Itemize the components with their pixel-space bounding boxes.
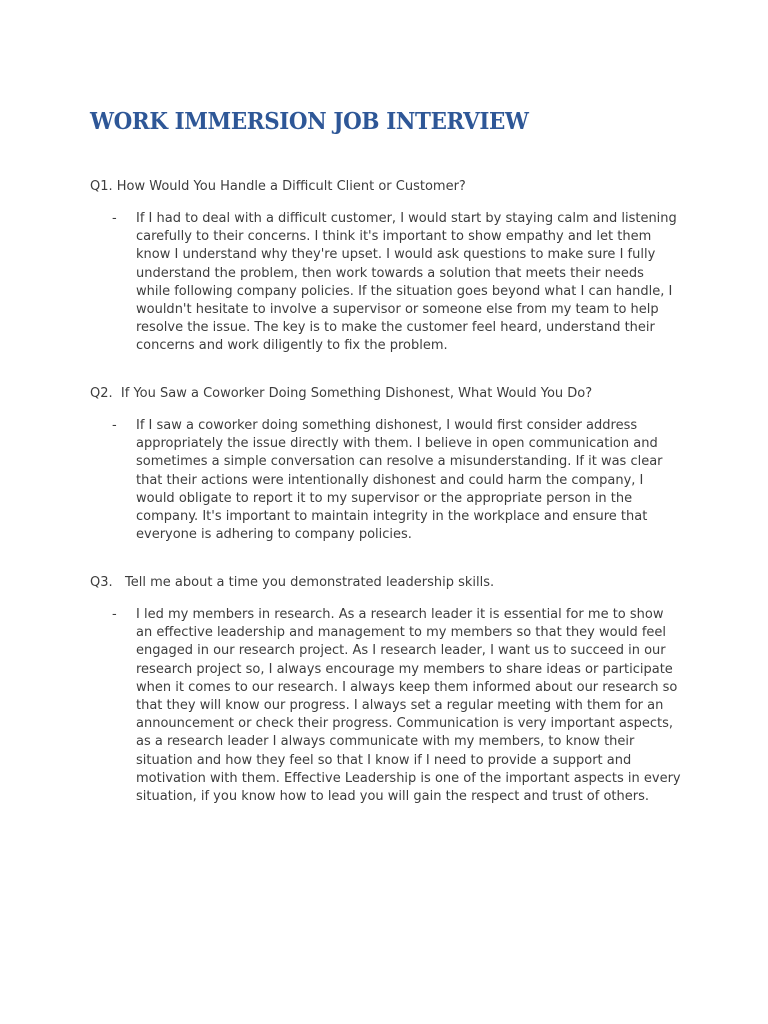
bullet-dash: - (112, 211, 117, 226)
answer-1 (90, 210, 690, 356)
question-2: Q2. If You Saw a Coworker Doing Something Dishonest, What Would You Do? (90, 386, 593, 401)
question-block-1 (90, 178, 690, 356)
bullet-dash: - (112, 607, 117, 622)
question-1: Q1. How Would You Handle a Difficult Client or Customer? (90, 179, 466, 194)
question-block-3 (90, 574, 690, 806)
answer-2-text: If I saw a coworker doing something dishonest, I would first consider address appropriately the issue directly with them. I believe in open communication and sometimes a simple conversation can resolve a misunderstanding. If it was clear that their actions were intentionally dishonest and could harm the company, I would obligate to report it to my supervisor or the appropriate person in the company. It's important to maintain integrity in the workplace and ensure that everyone is adhering to company policies. (136, 418, 663, 543)
question-3: Q3. Tell me about a time you demonstrated leadership skills. (90, 575, 495, 590)
answer-3 (90, 606, 690, 806)
bullet-dash: - (112, 418, 117, 433)
answer-1-text: If I had to deal with a difficult customer, I would start by staying calm and listening carefully to their concerns. I think it's important to show empathy and let them know I understand why they're upset. I would ask questions to make sure I fully understand the problem, then work towards a solution that meets their needs while following company policies. If the situation goes beyond what I can handle, I wouldn't hesitate to involve a supervisor or someone else from my team to help resolve the issue. The key is to make the customer feel heard, understand their concerns and work diligently to fix the problem. (136, 211, 677, 354)
document-title: WORK IMMERSION JOB INTERVIEW (90, 108, 529, 135)
answer-2 (90, 417, 690, 544)
answer-3-text: I led my members in research. As a research leader it is essential for me to show an effective leadership and management to my members so that they would feel engaged in our research project. As I research leader, I want us to succeed in our research project so, I always encourage my members to share ideas or participate when it comes to our research. I always keep them informed about our research so that they will know our progress. I always set a regular meeting with them for an announcement or check their progress. Communication is very important aspects, as a research leader I always communicate with my members, to know their situation and how they feel so that I know if I need to provide a support and motivation with them. Effective Leadership is one of the important aspects in every situation, if you know how to lead you will gain the respect and trust of others. (136, 607, 681, 805)
question-block-2 (90, 385, 690, 544)
